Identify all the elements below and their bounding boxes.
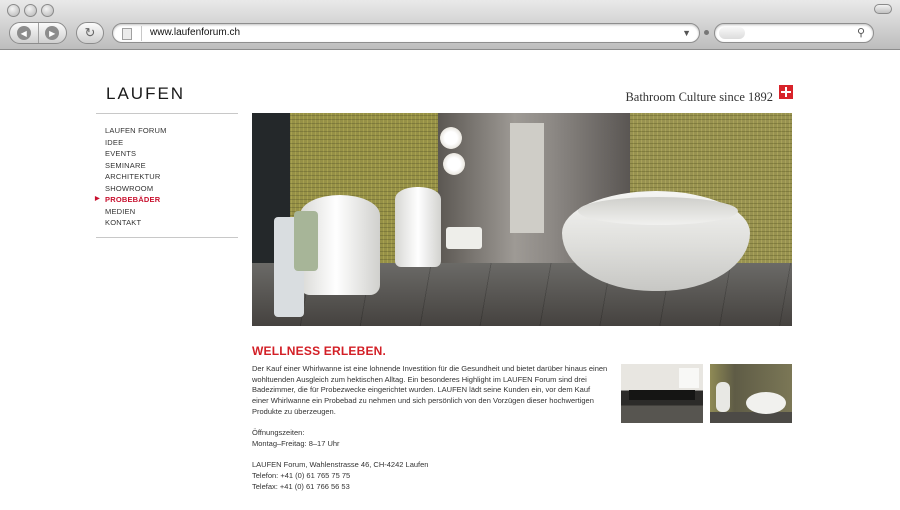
page-heading: WELLNESS ERLEBEN. — [252, 344, 387, 358]
reload-icon: ↻ — [84, 25, 96, 40]
laufen-logo[interactable]: LAUFEN — [106, 84, 186, 103]
article-body — [252, 364, 608, 503]
nav-item-showroom[interactable]: SHOWROOM — [105, 183, 154, 193]
nav-item-medien[interactable]: MEDIEN — [105, 206, 136, 216]
nav-item-events[interactable]: EVENTS — [105, 149, 137, 158]
nav-item-idee[interactable]: IDEE — [105, 137, 124, 147]
forward-button[interactable] — [39, 23, 67, 43]
search-field[interactable] — [714, 23, 874, 43]
swiss-flag-icon — [779, 85, 793, 99]
back-arrow-icon: ◀ — [17, 26, 31, 40]
resize-handle[interactable] — [704, 30, 709, 35]
thumbnail-bathroom-2[interactable] — [710, 364, 792, 423]
forward-arrow-icon: ▶ — [45, 26, 59, 40]
sidebar-divider-bottom — [96, 237, 238, 238]
sidebar-divider-top — [96, 113, 238, 114]
opening-hours — [252, 428, 608, 449]
window-close-button[interactable] — [7, 4, 20, 17]
reload-button[interactable] — [76, 22, 104, 44]
contact-block — [252, 460, 608, 492]
url-text[interactable]: www.laufenforum.ch — [150, 27, 241, 38]
hero-image-bathroom — [252, 113, 792, 326]
back-button[interactable] — [10, 23, 39, 43]
browser-toolbar — [0, 0, 900, 50]
address-divider — [141, 26, 142, 41]
main-navigation — [105, 125, 167, 229]
search-engine-selector[interactable] — [719, 27, 745, 39]
history-navigation — [9, 22, 67, 44]
toolbar-toggle-button[interactable] — [874, 4, 892, 14]
window-minimize-button[interactable] — [24, 4, 37, 17]
opening-hours-value: Montag–Freitag: 8–17 Uhr — [252, 438, 340, 448]
nav-item-architektur[interactable]: ARCHITEKTUR — [105, 172, 161, 181]
fax-line: Telefax: +41 (0) 61 766 56 53 — [252, 481, 350, 491]
address-line: LAUFEN Forum, Wahlenstrasse 46, CH-4242 Laufen — [252, 460, 429, 470]
thumbnail-bathroom-1[interactable] — [621, 364, 703, 423]
address-bar[interactable] — [112, 23, 700, 43]
nav-item-seminare[interactable]: SEMINARE — [105, 160, 146, 170]
nav-item-laufen-forum[interactable]: LAUFEN FORUM — [105, 126, 167, 135]
web-page — [0, 51, 900, 510]
nav-item-kontakt[interactable]: KONTAKT — [105, 218, 142, 227]
opening-hours-label: Öffnungszeiten: — [252, 428, 305, 438]
chevron-down-icon[interactable]: ▼ — [682, 28, 691, 38]
phone-line: Telefon: +41 (0) 61 765 75 75 — [252, 471, 351, 480]
site-tagline: Bathroom Culture since 1892 — [625, 90, 773, 104]
page-icon — [122, 28, 132, 40]
window-zoom-button[interactable] — [41, 4, 54, 17]
magnifier-icon[interactable]: ⚲ — [856, 27, 865, 39]
nav-item-probebaeder[interactable]: ▶ PROBEBÄDER — [105, 194, 167, 206]
intro-paragraph: Der Kauf einer Whirlwanne ist eine lohnende Investition für die Gesundheit und bietet darüber hinaus einen wohltuenden Ausgleich zum hektischen Alltag. Ein besonderes Highlight im LAUFEN Forum sind drei Badezimmer, die für Probezwecke eingerichtet wurden. LAUFEN lädt seine Kunden ein, vor dem Kauf einer Whirlwanne ein Probebad zu nehmen und sich persönlich von den Vorzügen dieser hochwertigen Produkte zu überzeugen. — [252, 364, 608, 416]
